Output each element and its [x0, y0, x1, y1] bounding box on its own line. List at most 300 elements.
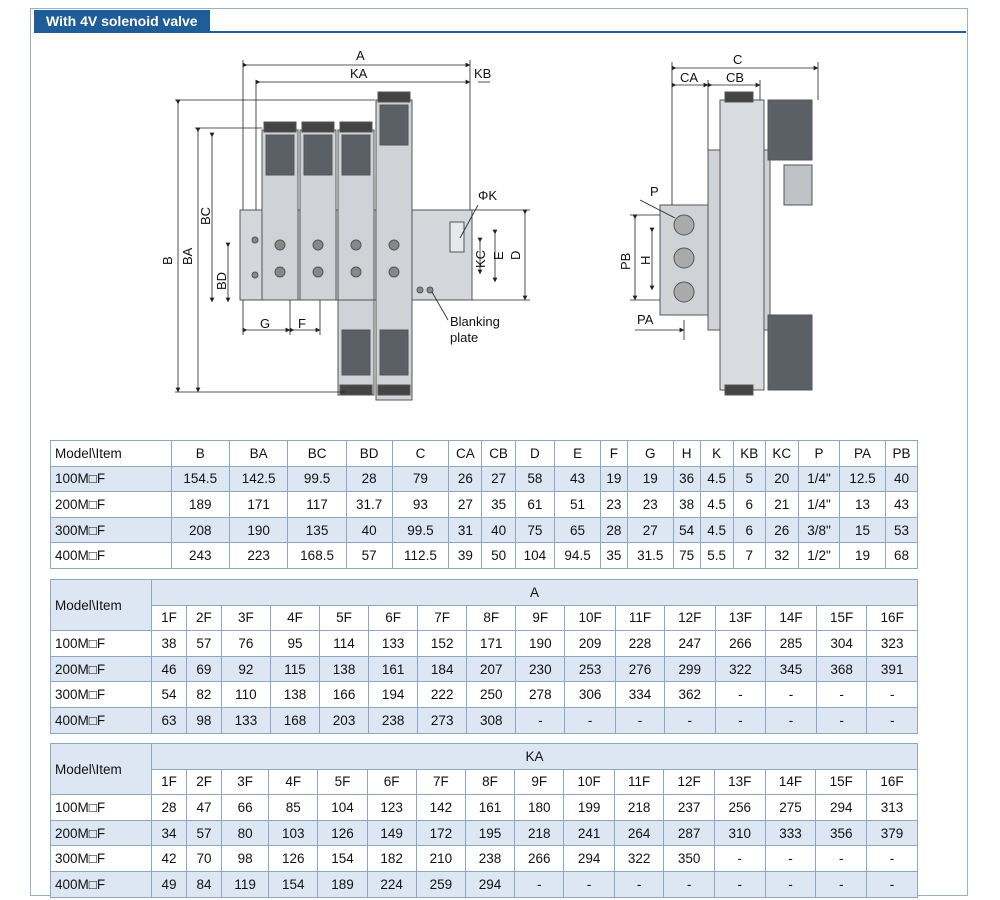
- model-cell: 200M□F: [51, 492, 172, 518]
- value-cell: 208: [171, 517, 229, 543]
- value-cell: 4.5: [700, 517, 733, 543]
- column-header: 9F: [515, 769, 564, 795]
- column-header: 3F: [221, 605, 270, 631]
- value-cell: 250: [467, 682, 516, 708]
- table-row: [51, 492, 918, 518]
- value-cell: 57: [186, 631, 221, 657]
- column-header: 8F: [467, 605, 516, 631]
- value-cell: 308: [467, 707, 516, 733]
- value-cell: 61: [515, 492, 555, 518]
- value-cell: 35: [600, 543, 627, 569]
- column-header: CA: [449, 441, 482, 467]
- value-cell: 19: [840, 543, 886, 569]
- column-header: C: [392, 441, 449, 467]
- value-cell: 189: [318, 871, 367, 897]
- value-cell: 27: [627, 517, 673, 543]
- column-header: 1F: [152, 769, 187, 795]
- value-cell: 76: [221, 631, 270, 657]
- dim-ba-label: BA: [180, 247, 195, 265]
- dim-e-label: E: [491, 251, 506, 260]
- value-cell: -: [765, 846, 816, 872]
- value-cell: -: [766, 682, 817, 708]
- value-cell: 126: [269, 846, 318, 872]
- value-cell: -: [867, 846, 918, 872]
- column-header: 2F: [186, 605, 221, 631]
- value-cell: 207: [467, 656, 516, 682]
- table-row: [51, 820, 918, 846]
- value-cell: 28: [346, 466, 392, 492]
- column-header: 11F: [615, 769, 664, 795]
- table-row: [51, 682, 918, 708]
- value-cell: 168.5: [288, 543, 346, 569]
- value-cell: 391: [867, 656, 918, 682]
- value-cell: 152: [418, 631, 467, 657]
- value-cell: 75: [515, 517, 555, 543]
- value-cell: 138: [320, 656, 369, 682]
- value-cell: 273: [418, 707, 467, 733]
- value-cell: 43: [885, 492, 917, 518]
- column-header: 11F: [615, 605, 664, 631]
- value-cell: 95: [270, 631, 319, 657]
- dim-bd-label: BD: [214, 271, 229, 290]
- value-cell: 285: [766, 631, 817, 657]
- column-header: H: [673, 441, 700, 467]
- dim-ca-label: CA: [680, 70, 699, 85]
- value-cell: -: [765, 871, 816, 897]
- value-cell: 203: [320, 707, 369, 733]
- section-title: With 4V solenoid valve: [34, 10, 210, 32]
- value-cell: 84: [187, 871, 222, 897]
- column-header: 5F: [318, 769, 367, 795]
- value-cell: 54: [152, 682, 187, 708]
- value-cell: 259: [416, 871, 465, 897]
- column-header: 3F: [222, 769, 269, 795]
- value-cell: -: [564, 871, 615, 897]
- value-cell: 222: [418, 682, 467, 708]
- value-cell: 247: [665, 631, 716, 657]
- title-rule: [34, 31, 966, 33]
- column-header: 12F: [664, 769, 715, 795]
- value-cell: 294: [564, 846, 615, 872]
- value-cell: 334: [615, 682, 664, 708]
- dim-h-label: H: [638, 255, 653, 265]
- dim-bc-label: BC: [198, 206, 213, 225]
- column-header: PB: [885, 441, 917, 467]
- value-cell: 15: [840, 517, 886, 543]
- value-cell: 104: [318, 795, 367, 821]
- value-cell: 294: [816, 795, 867, 821]
- column-header: 8F: [465, 769, 514, 795]
- value-cell: -: [715, 707, 766, 733]
- model-cell: 300M□F: [51, 682, 152, 708]
- value-cell: 238: [369, 707, 418, 733]
- dim-g-label: G: [260, 316, 271, 331]
- value-cell: -: [867, 707, 918, 733]
- model-cell: 100M□F: [51, 631, 152, 657]
- value-cell: 38: [152, 631, 187, 657]
- value-cell: -: [715, 682, 766, 708]
- column-header: K: [700, 441, 733, 467]
- value-cell: 27: [449, 492, 482, 518]
- corner-label: Model\Item: [51, 580, 152, 631]
- value-cell: 123: [367, 795, 416, 821]
- value-cell: 104: [515, 543, 555, 569]
- value-cell: 264: [615, 820, 664, 846]
- value-cell: 126: [318, 820, 367, 846]
- value-cell: -: [867, 871, 918, 897]
- dim-pb-label: PB: [618, 252, 633, 270]
- dim-pa-label: PA: [637, 312, 654, 327]
- value-cell: 323: [867, 631, 918, 657]
- value-cell: 230: [516, 656, 565, 682]
- value-cell: 31: [449, 517, 482, 543]
- value-cell: 5.5: [700, 543, 733, 569]
- dim-a-label: A: [356, 48, 365, 63]
- table-row: [51, 707, 918, 733]
- value-cell: 350: [664, 846, 715, 872]
- model-cell: 400M□F: [51, 871, 152, 897]
- column-header: 13F: [714, 769, 765, 795]
- column-header: 4F: [270, 605, 319, 631]
- corner-label: Model\Item: [51, 744, 152, 795]
- value-cell: 299: [665, 656, 716, 682]
- value-cell: 238: [465, 846, 514, 872]
- value-cell: 46: [152, 656, 187, 682]
- value-cell: 75: [673, 543, 700, 569]
- table-row: [51, 656, 918, 682]
- value-cell: -: [816, 682, 867, 708]
- value-cell: 79: [392, 466, 449, 492]
- model-cell: 400M□F: [51, 543, 172, 569]
- value-cell: -: [665, 707, 716, 733]
- value-cell: 379: [867, 820, 918, 846]
- plate-label: plate: [450, 330, 479, 345]
- value-cell: 5: [733, 466, 765, 492]
- value-cell: 103: [269, 820, 318, 846]
- ka-dimension-table: [50, 743, 918, 898]
- value-cell: 310: [714, 820, 765, 846]
- value-cell: 294: [465, 871, 514, 897]
- column-header: CB: [482, 441, 515, 467]
- table-row: [51, 543, 918, 569]
- value-cell: 57: [187, 820, 222, 846]
- value-cell: 256: [714, 795, 765, 821]
- value-cell: 19: [600, 466, 627, 492]
- value-cell: 287: [664, 820, 715, 846]
- column-header: BC: [288, 441, 346, 467]
- value-cell: 66: [222, 795, 269, 821]
- value-cell: 20: [765, 466, 798, 492]
- value-cell: 31.7: [346, 492, 392, 518]
- dim-kc-label: KC: [473, 249, 488, 268]
- value-cell: 27: [482, 466, 515, 492]
- column-header: 6F: [369, 605, 418, 631]
- column-header: 1F: [152, 605, 187, 631]
- value-cell: -: [515, 871, 564, 897]
- value-cell: 98: [222, 846, 269, 872]
- value-cell: 99.5: [392, 517, 449, 543]
- value-cell: -: [816, 871, 867, 897]
- value-cell: 228: [615, 631, 664, 657]
- dim-cb-label: CB: [726, 70, 745, 85]
- column-header: 10F: [565, 605, 616, 631]
- column-header: 13F: [715, 605, 766, 631]
- value-cell: 161: [369, 656, 418, 682]
- value-cell: 38: [673, 492, 700, 518]
- column-header: KC: [765, 441, 798, 467]
- value-cell: 276: [615, 656, 664, 682]
- column-header: 12F: [665, 605, 716, 631]
- value-cell: 7: [733, 543, 765, 569]
- column-header: 14F: [765, 769, 816, 795]
- value-cell: 110: [221, 682, 270, 708]
- value-cell: 184: [418, 656, 467, 682]
- value-cell: 40: [482, 517, 515, 543]
- blanking-label: Blanking: [450, 314, 500, 329]
- value-cell: 218: [615, 795, 664, 821]
- value-cell: -: [714, 871, 765, 897]
- value-cell: 278: [516, 682, 565, 708]
- front-view: [240, 92, 472, 400]
- value-cell: 171: [467, 631, 516, 657]
- value-cell: 142.5: [229, 466, 287, 492]
- column-header: 16F: [867, 769, 918, 795]
- model-cell: 300M□F: [51, 517, 172, 543]
- model-cell: 100M□F: [51, 466, 172, 492]
- value-cell: 322: [715, 656, 766, 682]
- model-cell: 100M□F: [51, 795, 152, 821]
- column-header: KB: [733, 441, 765, 467]
- value-cell: 28: [152, 795, 187, 821]
- value-cell: 149: [367, 820, 416, 846]
- column-header: D: [515, 441, 555, 467]
- value-cell: 112.5: [392, 543, 449, 569]
- model-cell: 200M□F: [51, 820, 152, 846]
- column-header: 10F: [564, 769, 615, 795]
- column-header: 7F: [418, 605, 467, 631]
- table-row: [51, 517, 918, 543]
- value-cell: 80: [222, 820, 269, 846]
- value-cell: 42: [152, 846, 187, 872]
- value-cell: 23: [627, 492, 673, 518]
- value-cell: 322: [615, 846, 664, 872]
- value-cell: 114: [320, 631, 369, 657]
- value-cell: 65: [555, 517, 601, 543]
- value-cell: 85: [269, 795, 318, 821]
- value-cell: 138: [270, 682, 319, 708]
- value-cell: 209: [565, 631, 616, 657]
- value-cell: 154.5: [171, 466, 229, 492]
- value-cell: 154: [318, 846, 367, 872]
- column-header: 7F: [416, 769, 465, 795]
- value-cell: 1/4": [798, 492, 839, 518]
- column-header: G: [627, 441, 673, 467]
- value-cell: 117: [288, 492, 346, 518]
- value-cell: 142: [416, 795, 465, 821]
- value-cell: 224: [367, 871, 416, 897]
- value-cell: -: [867, 682, 918, 708]
- column-header: 9F: [516, 605, 565, 631]
- value-cell: -: [714, 846, 765, 872]
- value-cell: -: [615, 707, 664, 733]
- value-cell: 333: [765, 820, 816, 846]
- technical-drawing: [30, 34, 968, 434]
- column-header: BA: [229, 441, 287, 467]
- column-header: 15F: [816, 769, 867, 795]
- value-cell: 237: [664, 795, 715, 821]
- value-cell: 98: [186, 707, 221, 733]
- value-cell: 168: [270, 707, 319, 733]
- value-cell: -: [565, 707, 616, 733]
- group-label: A: [152, 580, 918, 606]
- value-cell: 92: [221, 656, 270, 682]
- value-cell: 161: [465, 795, 514, 821]
- value-cell: 275: [765, 795, 816, 821]
- value-cell: 171: [229, 492, 287, 518]
- value-cell: 32: [765, 543, 798, 569]
- value-cell: 266: [715, 631, 766, 657]
- value-cell: 172: [416, 820, 465, 846]
- value-cell: 58: [515, 466, 555, 492]
- value-cell: 154: [269, 871, 318, 897]
- value-cell: 6: [733, 492, 765, 518]
- column-header: Model\Item: [51, 441, 172, 467]
- value-cell: 1/2": [798, 543, 839, 569]
- value-cell: 40: [885, 466, 917, 492]
- table-row: [51, 466, 918, 492]
- side-view: [660, 92, 812, 395]
- column-header: 2F: [187, 769, 222, 795]
- value-cell: 199: [564, 795, 615, 821]
- value-cell: 266: [515, 846, 564, 872]
- value-cell: 31.5: [627, 543, 673, 569]
- value-cell: 82: [186, 682, 221, 708]
- value-cell: 190: [516, 631, 565, 657]
- value-cell: 253: [565, 656, 616, 682]
- value-cell: 26: [765, 517, 798, 543]
- dim-c-label: C: [733, 52, 743, 67]
- value-cell: 49: [152, 871, 187, 897]
- value-cell: 362: [665, 682, 716, 708]
- column-header: PA: [840, 441, 886, 467]
- value-cell: 94.5: [555, 543, 601, 569]
- value-cell: 189: [171, 492, 229, 518]
- column-header: B: [171, 441, 229, 467]
- value-cell: 40: [346, 517, 392, 543]
- value-cell: 223: [229, 543, 287, 569]
- model-cell: 300M□F: [51, 846, 152, 872]
- column-header: E: [555, 441, 601, 467]
- value-cell: 68: [885, 543, 917, 569]
- value-cell: 182: [367, 846, 416, 872]
- value-cell: 39: [449, 543, 482, 569]
- column-header: 14F: [766, 605, 817, 631]
- dim-f-label: F: [298, 316, 306, 331]
- model-cell: 200M□F: [51, 656, 152, 682]
- column-header: 15F: [816, 605, 867, 631]
- value-cell: 133: [369, 631, 418, 657]
- value-cell: 241: [564, 820, 615, 846]
- column-header: 4F: [269, 769, 318, 795]
- dim-p-label: P: [650, 184, 659, 199]
- value-cell: 4.5: [700, 466, 733, 492]
- value-cell: 26: [449, 466, 482, 492]
- value-cell: 133: [221, 707, 270, 733]
- value-cell: 70: [187, 846, 222, 872]
- value-cell: 53: [885, 517, 917, 543]
- value-cell: 69: [186, 656, 221, 682]
- value-cell: -: [615, 871, 664, 897]
- group-label: KA: [152, 744, 918, 770]
- value-cell: 36: [673, 466, 700, 492]
- table-row: [51, 871, 918, 897]
- column-header: 16F: [867, 605, 918, 631]
- column-header: F: [600, 441, 627, 467]
- value-cell: 368: [816, 656, 867, 682]
- value-cell: 180: [515, 795, 564, 821]
- table-row: [51, 846, 918, 872]
- value-cell: -: [816, 707, 867, 733]
- dim-b-label: B: [160, 256, 175, 265]
- column-header: BD: [346, 441, 392, 467]
- a-dimension-table: [50, 579, 918, 734]
- column-header: 5F: [320, 605, 369, 631]
- value-cell: 210: [416, 846, 465, 872]
- dim-k-label: ΦK: [478, 188, 498, 203]
- value-cell: 119: [222, 871, 269, 897]
- dim-kb-label: KB: [474, 66, 492, 81]
- value-cell: 99.5: [288, 466, 346, 492]
- model-cell: 400M□F: [51, 707, 152, 733]
- value-cell: 13: [840, 492, 886, 518]
- value-cell: 313: [867, 795, 918, 821]
- value-cell: -: [766, 707, 817, 733]
- value-cell: 63: [152, 707, 187, 733]
- value-cell: 57: [346, 543, 392, 569]
- value-cell: 195: [465, 820, 514, 846]
- value-cell: 166: [320, 682, 369, 708]
- value-cell: 50: [482, 543, 515, 569]
- value-cell: 12.5: [840, 466, 886, 492]
- column-header: 6F: [367, 769, 416, 795]
- value-cell: 35: [482, 492, 515, 518]
- dim-ka-label: KA: [350, 66, 368, 81]
- value-cell: 21: [765, 492, 798, 518]
- value-cell: 306: [565, 682, 616, 708]
- value-cell: 54: [673, 517, 700, 543]
- column-header: P: [798, 441, 839, 467]
- value-cell: 43: [555, 466, 601, 492]
- value-cell: -: [816, 846, 867, 872]
- header-row: [51, 441, 918, 467]
- value-cell: 23: [600, 492, 627, 518]
- value-cell: 1/4": [798, 466, 839, 492]
- value-cell: 194: [369, 682, 418, 708]
- value-cell: 19: [627, 466, 673, 492]
- value-cell: 6: [733, 517, 765, 543]
- value-cell: 34: [152, 820, 187, 846]
- table-row: [51, 631, 918, 657]
- value-cell: 28: [600, 517, 627, 543]
- value-cell: 304: [816, 631, 867, 657]
- table-row: [51, 795, 918, 821]
- value-cell: -: [664, 871, 715, 897]
- value-cell: 51: [555, 492, 601, 518]
- value-cell: 47: [187, 795, 222, 821]
- value-cell: 115: [270, 656, 319, 682]
- value-cell: 218: [515, 820, 564, 846]
- value-cell: 3/8": [798, 517, 839, 543]
